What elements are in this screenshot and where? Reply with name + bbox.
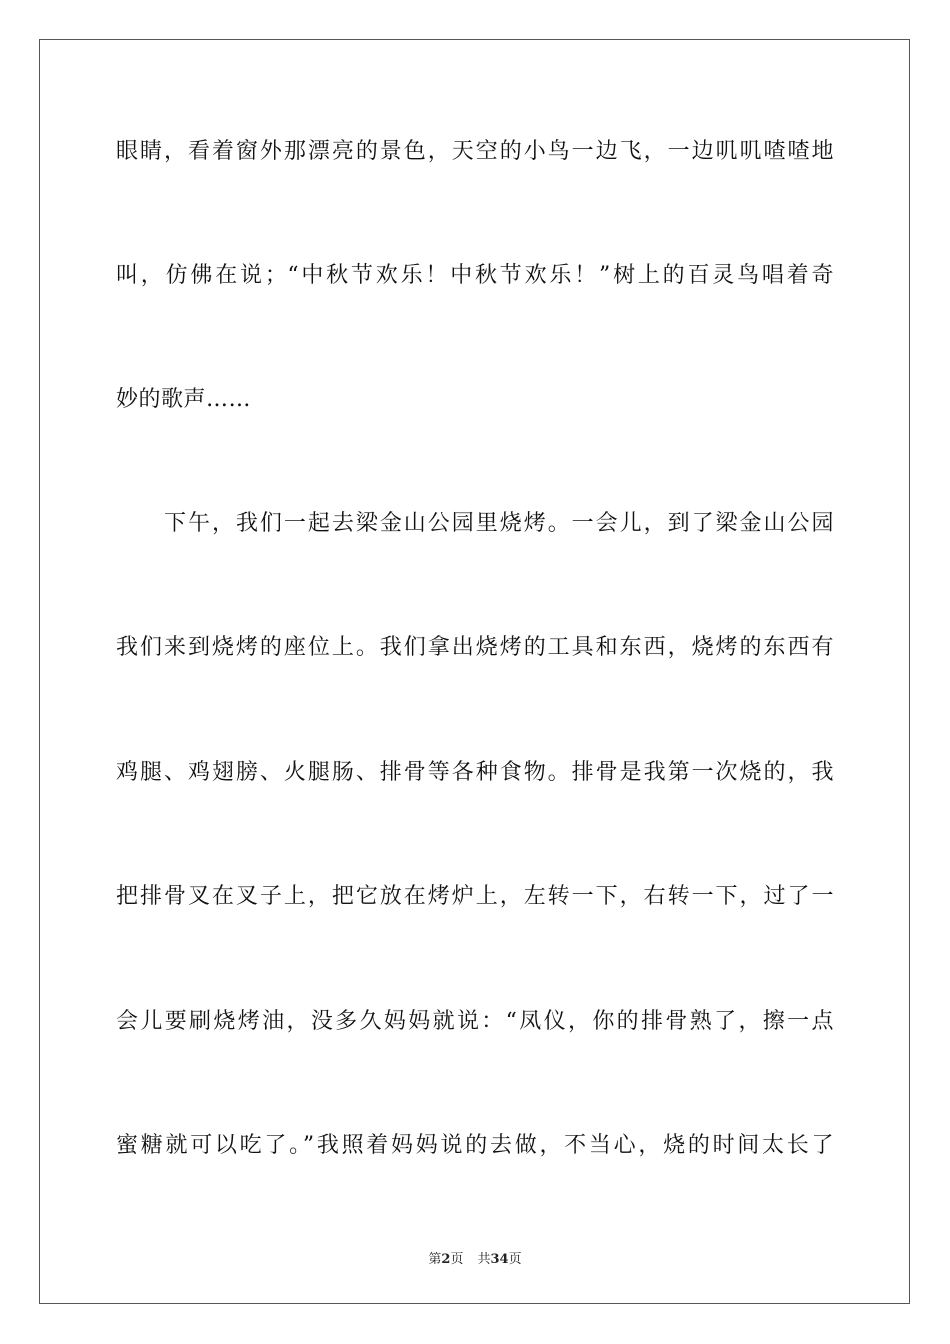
page-footer [0, 1248, 950, 1267]
text-line-9: 蜜糖就可以吃了。”我照着妈妈说的去做，不当心，烧的时间太长了 [116, 1133, 834, 1158]
text-line-3: 妙的歌声…… [116, 387, 252, 412]
page-suffix: 页 [450, 1252, 464, 1267]
text-line-2: 叫，仿佛在说；“中秋节欢乐！中秋节欢乐！”树上的百灵鸟唱着奇 [116, 263, 834, 288]
total-pages: 34 [490, 1252, 509, 1267]
total-prefix: 共 [477, 1252, 491, 1267]
page-border [39, 39, 910, 1304]
text-line-8: 会儿要刷烧烤油，没多久妈妈就说：“凤仪，你的排骨熟了，擦一点 [116, 1009, 834, 1034]
text-line-6: 鸡腿、鸡翅膀、火腿肠、排骨等各种食物。排骨是我第一次烧的，我 [116, 760, 834, 785]
page-prefix: 第 [428, 1252, 442, 1267]
total-suffix: 页 [508, 1252, 522, 1267]
text-line-5: 我们来到烧烤的座位上。我们拿出烧烤的工具和东西，烧烤的东西有 [116, 635, 834, 660]
text-line-1: 眼睛，看着窗外那漂亮的景色，天空的小鸟一边飞，一边叽叽喳喳地 [116, 139, 834, 164]
text-line-4: 下午，我们一起去梁金山公园里烧烤。一会儿，到了梁金山公园 [164, 511, 834, 536]
page-number: 2 [441, 1252, 451, 1267]
text-line-7: 把排骨叉在叉子上，把它放在烤炉上，左转一下，右转一下，过了一 [116, 884, 834, 909]
